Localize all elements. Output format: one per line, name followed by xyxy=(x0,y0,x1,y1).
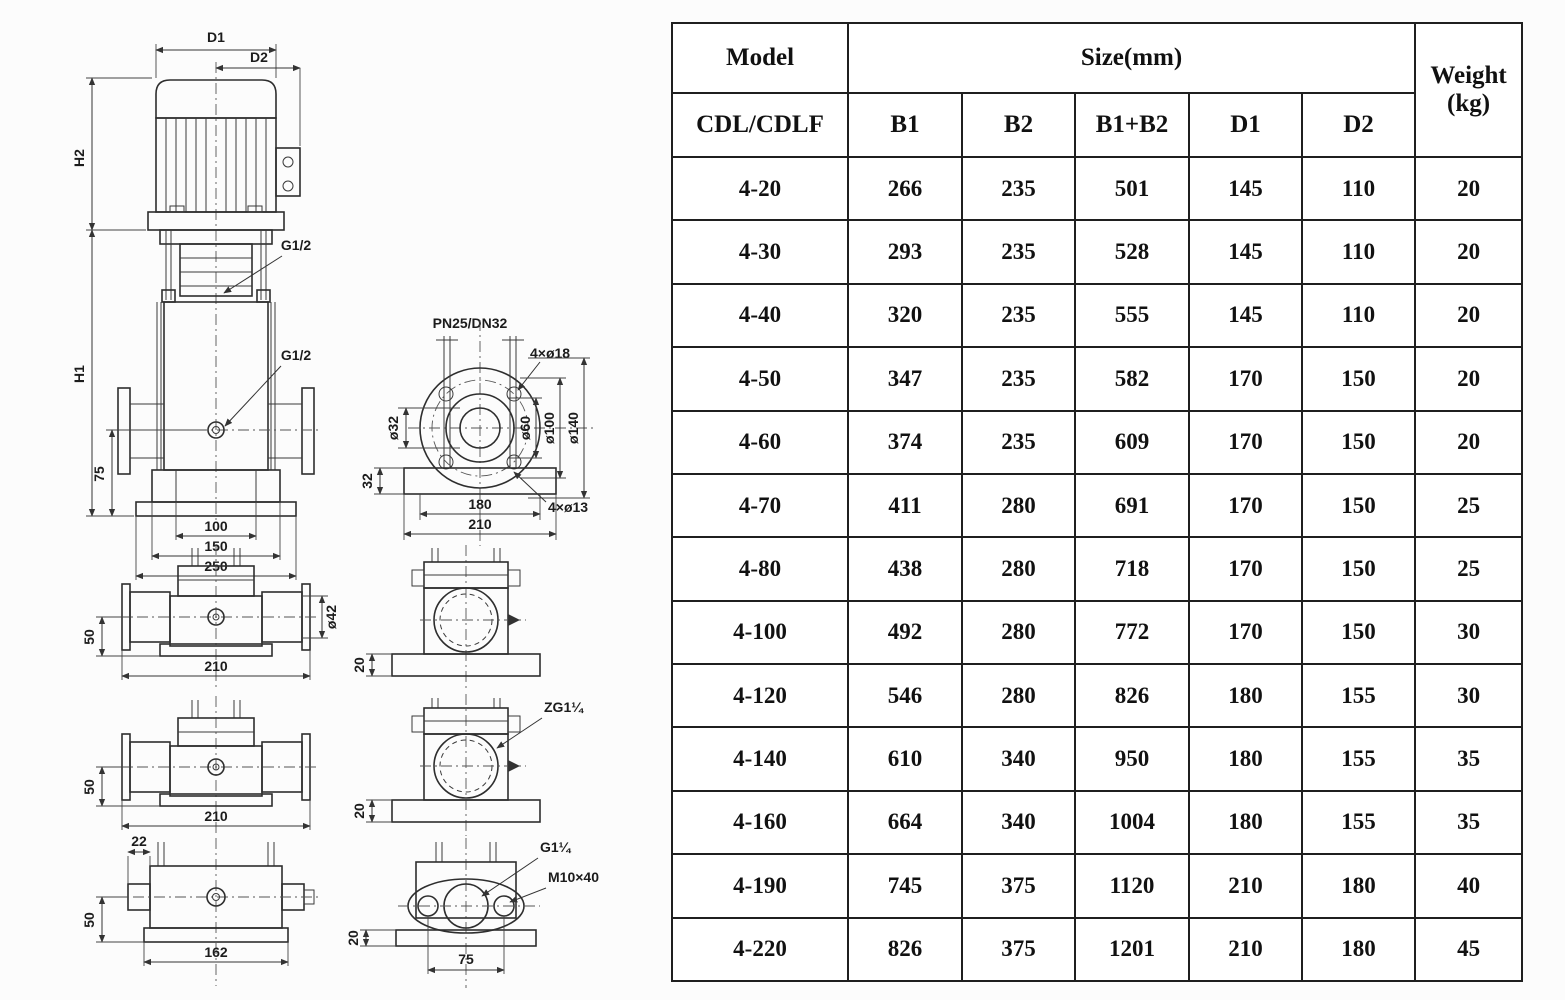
dim-label-150: 150 xyxy=(204,538,228,554)
table-cell: 347 xyxy=(848,347,962,410)
table-cell: 1004 xyxy=(1075,791,1189,854)
table-cell: 30 xyxy=(1415,601,1522,664)
table-row xyxy=(672,854,1522,917)
table-cell: 826 xyxy=(848,918,962,982)
table-cell: 718 xyxy=(1075,537,1189,600)
table-cell: 610 xyxy=(848,727,962,790)
table-cell: 210 xyxy=(1189,854,1302,917)
dia-label-42: ø42 xyxy=(323,604,339,630)
dim-label-20: 20 xyxy=(351,657,367,673)
table-cell: 266 xyxy=(848,157,962,220)
front-view-drawing xyxy=(71,29,320,580)
dim-label-50: 50 xyxy=(81,629,97,645)
spec-table-pane xyxy=(671,22,1521,982)
table-cell: 110 xyxy=(1302,220,1415,283)
col-header-b1: B1 xyxy=(848,93,962,157)
dim-label-210: 210 xyxy=(468,516,492,532)
table-cell: 280 xyxy=(962,537,1075,600)
section-view-right-2 xyxy=(351,694,584,836)
table-cell: 492 xyxy=(848,601,962,664)
dim-label-h2: H2 xyxy=(71,149,87,167)
table-cell: 20 xyxy=(1415,220,1522,283)
table-cell: 155 xyxy=(1302,727,1415,790)
table-cell: 280 xyxy=(962,601,1075,664)
table-row xyxy=(672,727,1522,790)
table-cell: 235 xyxy=(962,347,1075,410)
table-cell: 528 xyxy=(1075,220,1189,283)
weight-label-line2: (kg) xyxy=(1447,90,1491,117)
table-cell: 35 xyxy=(1415,727,1522,790)
table-cell: 235 xyxy=(962,220,1075,283)
table-cell: 170 xyxy=(1189,411,1302,474)
table-row xyxy=(672,601,1522,664)
table-cell: 4-140 xyxy=(672,727,848,790)
port-label-g114: G1¼ xyxy=(540,839,571,855)
table-cell: 4-40 xyxy=(672,284,848,347)
dim-label-d2: D2 xyxy=(250,49,268,65)
table-row xyxy=(672,347,1522,410)
table-row xyxy=(672,157,1522,220)
table-cell: 40 xyxy=(1415,854,1522,917)
section-view-right-3 xyxy=(345,838,599,988)
dim-label-50: 50 xyxy=(81,779,97,795)
table-cell: 145 xyxy=(1189,157,1302,220)
table-cell: 155 xyxy=(1302,791,1415,854)
table-cell: 20 xyxy=(1415,284,1522,347)
table-row xyxy=(672,284,1522,347)
table-cell: 826 xyxy=(1075,664,1189,727)
dim-label-180: 180 xyxy=(468,496,492,512)
dim-label-20: 20 xyxy=(351,803,367,819)
table-row xyxy=(672,664,1522,727)
col-header-size: Size(mm) xyxy=(848,23,1415,93)
table-cell: 150 xyxy=(1302,347,1415,410)
table-cell: 25 xyxy=(1415,537,1522,600)
table-row xyxy=(672,537,1522,600)
table-cell: 110 xyxy=(1302,284,1415,347)
flange-top-view xyxy=(359,315,594,546)
table-cell: 4-120 xyxy=(672,664,848,727)
table-cell: 280 xyxy=(962,664,1075,727)
table-cell: 20 xyxy=(1415,157,1522,220)
bolt-label-m10x40: M10×40 xyxy=(548,869,599,885)
col-header-b2: B2 xyxy=(962,93,1075,157)
dim-label-210: 210 xyxy=(204,658,228,674)
table-cell: 170 xyxy=(1189,474,1302,537)
pump-technical-drawing xyxy=(0,0,670,1000)
col-header-d1: D1 xyxy=(1189,93,1302,157)
table-cell: 772 xyxy=(1075,601,1189,664)
section-view-right-1 xyxy=(351,545,540,690)
dim-label-75: 75 xyxy=(458,951,474,967)
section-view-left-2 xyxy=(81,696,316,836)
table-cell: 691 xyxy=(1075,474,1189,537)
table-cell: 501 xyxy=(1075,157,1189,220)
table-cell: 375 xyxy=(962,918,1075,982)
table-cell: 170 xyxy=(1189,601,1302,664)
table-cell: 150 xyxy=(1302,601,1415,664)
table-cell: 145 xyxy=(1189,220,1302,283)
dim-label-22: 22 xyxy=(131,833,147,849)
table-cell: 555 xyxy=(1075,284,1189,347)
table-cell: 320 xyxy=(848,284,962,347)
table-cell: 155 xyxy=(1302,664,1415,727)
dia-label-32: ø32 xyxy=(385,415,401,441)
table-cell: 210 xyxy=(1189,918,1302,982)
table-cell: 180 xyxy=(1189,727,1302,790)
table-cell: 145 xyxy=(1189,284,1302,347)
dim-label-162: 162 xyxy=(204,944,228,960)
table-row xyxy=(672,411,1522,474)
table-row xyxy=(672,474,1522,537)
table-cell: 235 xyxy=(962,411,1075,474)
table-cell: 180 xyxy=(1302,918,1415,982)
table-cell: 375 xyxy=(962,854,1075,917)
table-cell: 4-190 xyxy=(672,854,848,917)
col-header-d2: D2 xyxy=(1302,93,1415,157)
table-cell: 374 xyxy=(848,411,962,474)
table-cell: 4-50 xyxy=(672,347,848,410)
table-cell: 664 xyxy=(848,791,962,854)
table-cell: 180 xyxy=(1189,791,1302,854)
table-cell: 293 xyxy=(848,220,962,283)
dim-label-d1: D1 xyxy=(207,29,225,45)
dim-label-32: 32 xyxy=(359,473,375,489)
table-cell: 582 xyxy=(1075,347,1189,410)
table-cell: 170 xyxy=(1189,347,1302,410)
table-cell: 20 xyxy=(1415,411,1522,474)
table-cell: 1120 xyxy=(1075,854,1189,917)
base-bolt-label: 4×ø13 xyxy=(548,499,589,515)
table-cell: 340 xyxy=(962,727,1075,790)
table-cell: 180 xyxy=(1189,664,1302,727)
table-cell: 110 xyxy=(1302,157,1415,220)
port-label-zg114: ZG1¼ xyxy=(544,699,583,715)
table-cell: 280 xyxy=(962,474,1075,537)
table-cell: 150 xyxy=(1302,537,1415,600)
spec-table-body xyxy=(672,157,1522,981)
dia-label-100: ø100 xyxy=(541,412,557,444)
table-cell: 170 xyxy=(1189,537,1302,600)
table-cell: 30 xyxy=(1415,664,1522,727)
weight-label-line1: Weight xyxy=(1430,62,1507,89)
dim-label-250: 250 xyxy=(204,558,228,574)
table-cell: 4-220 xyxy=(672,918,848,982)
spec-table xyxy=(671,22,1523,982)
dia-label-140: ø140 xyxy=(565,412,581,444)
col-header-model-sub: CDL/CDLF xyxy=(672,93,848,157)
dim-label-100: 100 xyxy=(204,518,228,534)
table-cell: 4-20 xyxy=(672,157,848,220)
dia-label-60: ø60 xyxy=(517,415,533,441)
table-cell: 438 xyxy=(848,537,962,600)
table-cell: 4-30 xyxy=(672,220,848,283)
col-header-b1b2: B1+B2 xyxy=(1075,93,1189,157)
table-cell: 180 xyxy=(1302,854,1415,917)
col-header-model: Model xyxy=(672,23,848,93)
table-row xyxy=(672,918,1522,982)
table-cell: 411 xyxy=(848,474,962,537)
flange-title: PN25/DN32 xyxy=(432,315,508,331)
table-cell: 20 xyxy=(1415,347,1522,410)
table-cell: 546 xyxy=(848,664,962,727)
section-view-left-1 xyxy=(81,544,339,688)
table-cell: 4-70 xyxy=(672,474,848,537)
drawing-canvas xyxy=(0,0,670,1000)
table-cell: 45 xyxy=(1415,918,1522,982)
table-cell: 150 xyxy=(1302,474,1415,537)
table-cell: 235 xyxy=(962,284,1075,347)
port-label-g12-mid: G1/2 xyxy=(280,347,312,363)
table-cell: 235 xyxy=(962,157,1075,220)
flange-bolt-label: 4×ø18 xyxy=(530,345,571,361)
table-cell: 609 xyxy=(1075,411,1189,474)
table-cell: 4-60 xyxy=(672,411,848,474)
table-cell: 340 xyxy=(962,791,1075,854)
table-cell: 950 xyxy=(1075,727,1189,790)
table-cell: 1201 xyxy=(1075,918,1189,982)
dim-label-h1: H1 xyxy=(71,365,87,383)
table-cell: 4-80 xyxy=(672,537,848,600)
dim-label-75: 75 xyxy=(91,466,107,482)
port-label-g12-top: G1/2 xyxy=(280,237,312,253)
table-cell: 4-100 xyxy=(672,601,848,664)
dim-label-50: 50 xyxy=(81,912,97,928)
dim-label-210: 210 xyxy=(204,808,228,824)
table-row xyxy=(672,791,1522,854)
table-cell: 35 xyxy=(1415,791,1522,854)
table-cell: 25 xyxy=(1415,474,1522,537)
col-header-weight xyxy=(1415,23,1522,157)
table-cell: 745 xyxy=(848,854,962,917)
dim-label-20: 20 xyxy=(345,930,361,946)
table-cell: 150 xyxy=(1302,411,1415,474)
table-row xyxy=(672,220,1522,283)
section-view-left-3 xyxy=(81,833,320,986)
table-cell: 4-160 xyxy=(672,791,848,854)
